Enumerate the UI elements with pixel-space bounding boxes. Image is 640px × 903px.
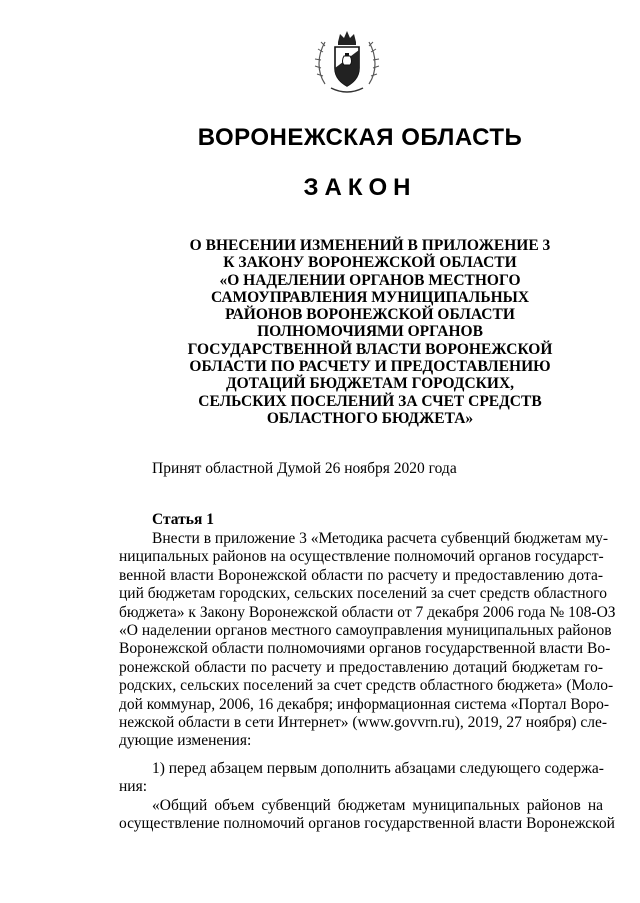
law-title-line: ОБЛАСТИ ПО РАСЧЕТУ И ПРЕДОСТАВЛЕНИЮ <box>189 358 551 376</box>
paragraph-line: венной власти Воронежской области по расчету и предоставлению дота- <box>119 566 603 584</box>
paragraph-line: 1) перед абзацем первым дополнить абзацами следующего содержа- <box>152 760 604 777</box>
paragraph-line: осуществление полномочий органов государственной власти Воронежской <box>119 815 615 833</box>
document-type: ЗАКОН <box>303 174 417 201</box>
paragraph-line: «Общий объем субвенций бюджетам муниципальных районов на <box>152 797 603 814</box>
quoted-amendment-text <box>119 797 615 834</box>
law-title <box>150 237 590 427</box>
amendment-item <box>119 760 603 797</box>
paragraph-line: Внести в приложение 3 «Методика расчета субвенций бюджетам му- <box>152 530 609 547</box>
paragraph-line: родских, сельских поселений за счет средств областного бюджета» (Моло- <box>119 677 614 695</box>
paragraph-line: ронежской области по расчету и предоставлению дотаций бюджетам го- <box>119 658 603 676</box>
adoption-date-line: Принят областной Думой 26 ноября 2020 года <box>152 460 457 477</box>
article-paragraph <box>119 530 616 751</box>
law-title-line: ОБЛАСТНОГО БЮДЖЕТА» <box>266 409 474 427</box>
law-title-line: САМОУПРАВЛЕНИЯ МУНИЦИПАЛЬНЫХ <box>210 288 530 306</box>
law-title-line: РАЙОНОВ ВОРОНЕЖСКОЙ ОБЛАСТИ <box>225 306 515 324</box>
paragraph-line: нежской области в сети Интернет» (www.govvrn.ru), 2019, 27 ноября) сле- <box>119 714 608 732</box>
paragraph-line: Воронежской области полномочиями органов государственной власти Во- <box>119 640 611 658</box>
law-title-line: ГОСУДАРСТВЕННОЙ ВЛАСТИ ВОРОНЕЖСКОЙ <box>187 340 553 358</box>
article-heading: Статья 1 <box>152 511 214 528</box>
paragraph-line: бюджета» к Закону Воронежской области от 7 декабря 2006 года № 108-ОЗ <box>119 603 616 621</box>
paragraph-line: ций бюджетам городских, сельских поселений за счет средств областного <box>119 585 608 603</box>
voronezh-coat-of-arms-icon <box>311 26 383 98</box>
law-title-line: СЕЛЬСКИХ ПОСЕЛЕНИЙ ЗА СЧЕТ СРЕДСТВ <box>198 392 542 410</box>
law-title-line: К ЗАКОНУ ВОРОНЕЖСКОЙ ОБЛАСТИ <box>223 254 517 272</box>
paragraph-line: дующие изменения: <box>119 732 252 750</box>
law-title-line: ПОЛНОМОЧИЯМИ ОРГАНОВ <box>257 323 483 341</box>
paragraph-line: «О наделении органов местного самоуправления муниципальных районов <box>119 622 612 640</box>
law-title-line: ДОТАЦИЙ БЮДЖЕТАМ ГОРОДСКИХ, <box>225 375 515 393</box>
law-title-line: О ВНЕСЕНИИ ИЗМЕНЕНИЙ В ПРИЛОЖЕНИЕ 3 <box>189 237 551 254</box>
paragraph-line: ниципальных районов на осуществление полномочий органов государст- <box>119 548 604 566</box>
paragraph-line: дой коммунар, 2006, 16 декабря; информационная система «Портал Воро- <box>119 695 610 713</box>
paragraph-line: ния: <box>119 778 148 796</box>
law-title-line: «О НАДЕЛЕНИИ ОРГАНОВ МЕСТНОГО <box>219 271 521 289</box>
region-name: ВОРОНЕЖСКАЯ ОБЛАСТЬ <box>197 124 523 151</box>
